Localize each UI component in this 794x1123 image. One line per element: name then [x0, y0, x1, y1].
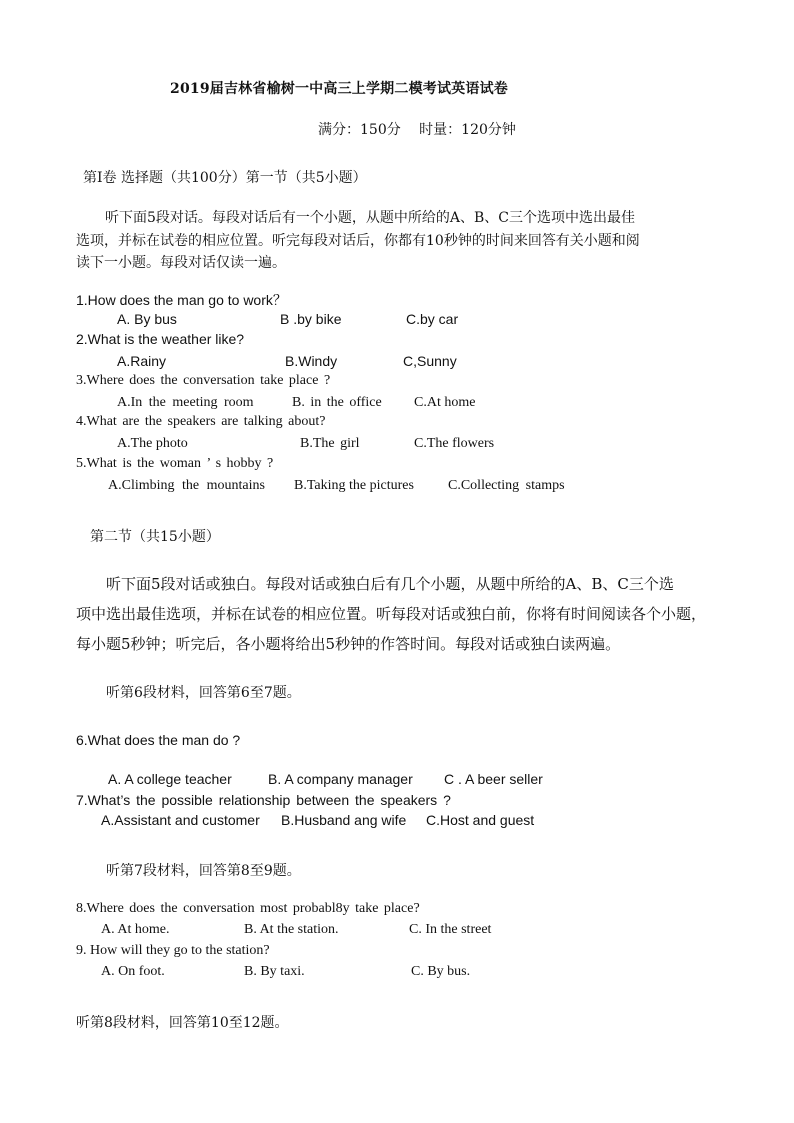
- question-6: 6.What does the man do ?: [76, 732, 241, 748]
- q4-option-a: A.The photo: [117, 436, 188, 451]
- question-7: 7.What’s the possible relationship between the speakers ?: [76, 792, 451, 808]
- q8-option-a: A. At home.: [101, 922, 170, 937]
- q1-option-a: A. By bus: [117, 311, 177, 327]
- question-3: 3.Where does the conversation take place ?: [76, 373, 331, 388]
- q1-option-b: B .by bike: [280, 311, 342, 327]
- q5-option-c: C.Collecting stamps: [448, 478, 565, 493]
- q7-option-a: A.Assistant and customer: [101, 812, 260, 828]
- material-7-heading: 听第7段材料，回答第8至9题。: [106, 863, 301, 879]
- part1-heading: 第I卷 选择题（共100分）第一节（共5小题）: [83, 170, 367, 186]
- part1-instruction-line-3: 读下一小题。每段对话仅读一遍。: [76, 255, 286, 271]
- material-8-heading: 听第8段材料，回答第10至12题。: [76, 1015, 289, 1031]
- q3-option-b: B. in the office: [292, 395, 382, 410]
- q5-option-a: A.Climbing the mountains: [108, 478, 265, 493]
- q3-option-a: A.In the meeting room: [117, 395, 254, 410]
- part1-instruction-line-2: 选项，并标在试卷的相应位置。听完每段对话后，你都有10秒钟的时间来回答有关小题和阅: [76, 233, 640, 249]
- q4-option-b: B.The girl: [300, 436, 360, 451]
- question-1: 1.How does the man go to work？: [76, 292, 287, 308]
- q4-option-c: C.The flowers: [414, 436, 495, 451]
- exam-title: 2019届吉林省榆树一中高三上学期二模考试英语试卷: [170, 81, 508, 97]
- q1-option-c: C.by car: [406, 311, 459, 327]
- q7-option-c: C.Host and guest: [426, 812, 535, 828]
- question-4: 4.What are the speakers are talking about?: [76, 414, 326, 429]
- q8-option-c: C. In the street: [409, 922, 492, 937]
- q9-option-c: C. By bus.: [411, 964, 471, 979]
- q2-option-c: C,Sunny: [403, 353, 457, 369]
- q6-option-c: C . A beer seller: [444, 771, 543, 787]
- q5-option-b: B.Taking the pictures: [294, 478, 414, 493]
- part2-instruction-line-1: 听下面5段对话或独白。每段对话或独白后有几个小题，从题中所给的A、B、C三个选: [106, 575, 674, 593]
- part2-heading: 第二节（共15小题）: [90, 529, 220, 545]
- q3-option-c: C.At home: [414, 395, 476, 410]
- part1-instruction-line-1: 听下面5段对话。每段对话后有一个小题，从题中所给的A、B、C三个选项中选出最佳: [105, 210, 636, 226]
- q9-option-b: B. By taxi.: [244, 964, 305, 979]
- part2-instruction-line-3: 每小题5秒钟；听完后，各小题将给出5秒钟的作答时间。每段对话或独白读两遍。: [76, 635, 621, 653]
- q6-option-a: A. A college teacher: [108, 771, 232, 787]
- question-2: 2.What is the weather like?: [76, 331, 245, 347]
- q9-option-a: A. On foot.: [101, 964, 165, 979]
- material-6-heading: 听第6段材料，回答第6至7题。: [106, 685, 301, 701]
- q8-option-b: B. At the station.: [244, 922, 339, 937]
- q2-option-b: B.Windy: [285, 353, 338, 369]
- question-8: 8.Where does the conversation most probabl8y take place?: [76, 901, 420, 916]
- question-9: 9. How will they go to the station?: [76, 943, 270, 958]
- score-time-line: 满分：150分 时量：120分钟: [318, 122, 516, 138]
- question-5: 5.What is the woman ’ s hobby ?: [76, 456, 274, 471]
- q2-option-a: A.Rainy: [117, 353, 167, 369]
- q6-option-b: B. A company manager: [268, 771, 413, 787]
- part2-instruction-line-2: 项中选出最佳选项，并标在试卷的相应位置。听每段对话或独白前，你将有时间阅读各个小题，: [76, 605, 707, 623]
- q7-option-b: B.Husband ang wife: [281, 812, 407, 828]
